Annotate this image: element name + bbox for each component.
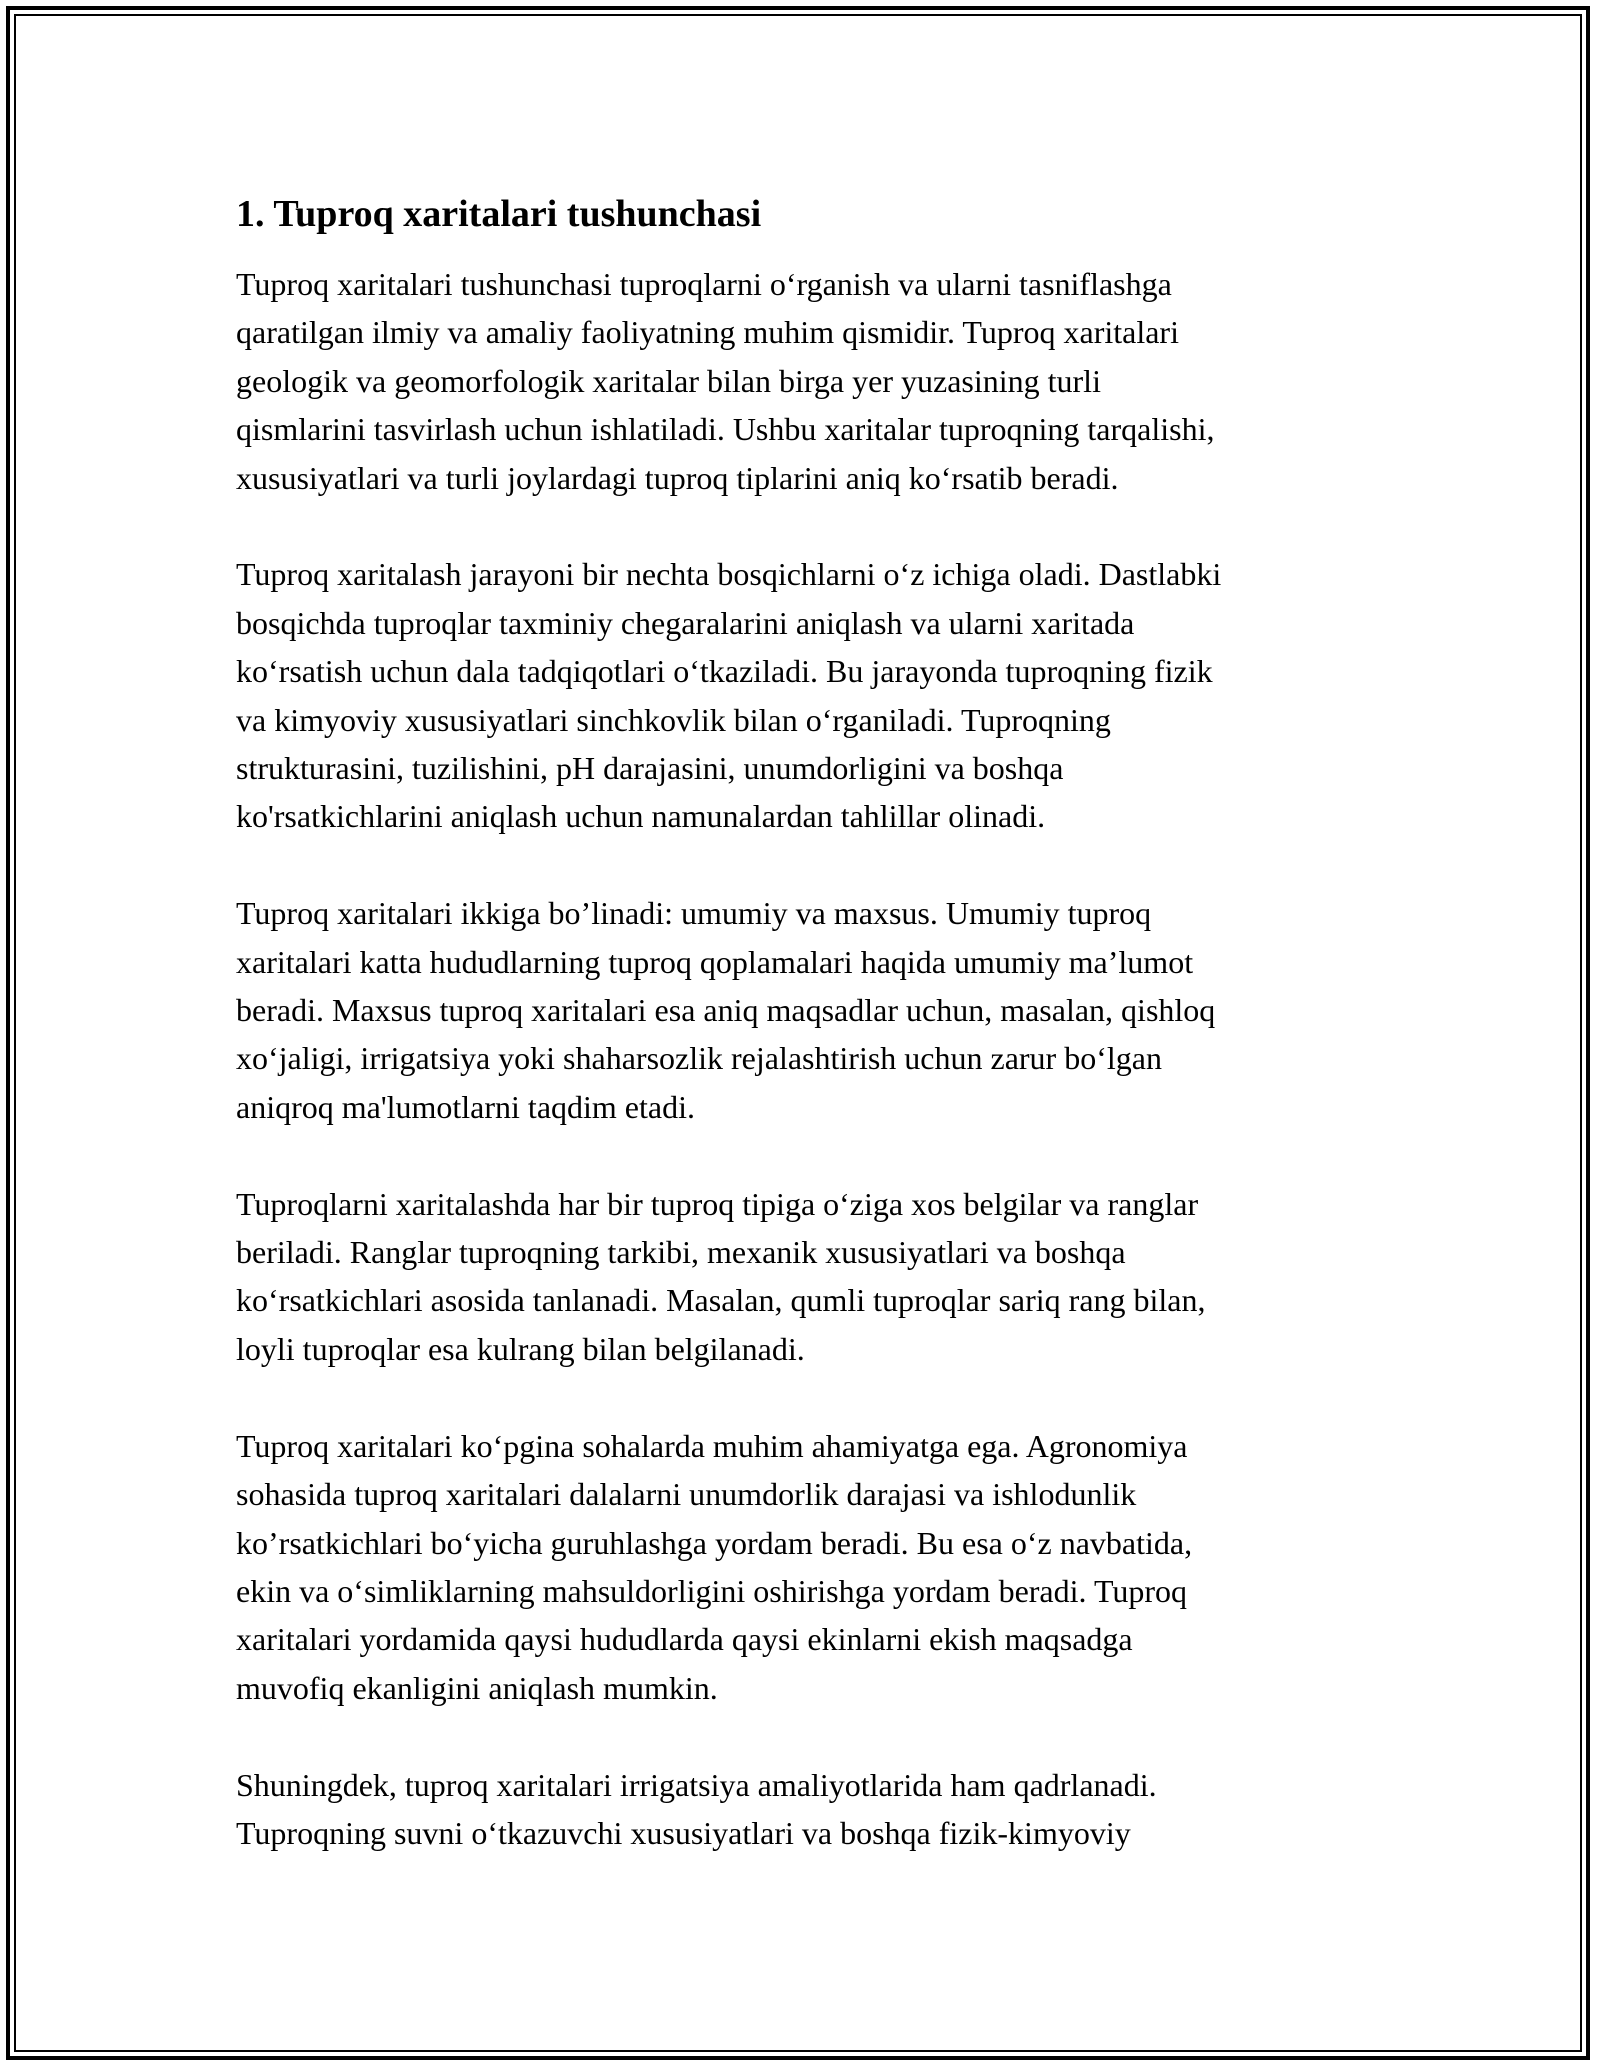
text-line: xaritalari katta hududlarning tuproq qoplamalari haqida umumiy ma’lumot — [236, 943, 1194, 980]
text-line: bosqichda tuproqlar taxminiy chegaralarini aniqlash va ularni xaritada — [236, 604, 1135, 641]
text-line: qismlarini tasvirlash uchun ishlatiladi. Ushbu xaritalar tuproqning tarqalishi, — [236, 411, 1215, 448]
section-heading: 1. Tuproq xaritalari tushunchasi — [236, 193, 762, 235]
paragraph-1 — [236, 260, 1376, 502]
document-body — [236, 188, 1376, 1906]
text-line: beriladi. Ranglar tuproqning tarkibi, mexanik xususiyatlari va boshqa — [236, 1234, 1126, 1271]
text-line: beradi. Maxsus tuproq xaritalari esa aniq maqsadlar uchun, masalan, qishloq — [236, 992, 1216, 1029]
text-line: ko‘rsatkichlari asosida tanlanadi. Masalan, qumli tuproqlar sariq rang bilan, — [236, 1282, 1206, 1319]
text-line: xo‘jaligi, irrigatsiya yoki shaharsozlik rejalashtirish uchun zarur bo‘lgan — [236, 1040, 1162, 1077]
paragraph-6 — [236, 1761, 1376, 1858]
text-line: geologik va geomorfologik xaritalar bilan birga yer yuzasining turli — [236, 362, 1101, 399]
text-line: Tuproqlarni xaritalashda har bir tuproq tipiga o‘ziga xos belgilar va ranglar — [236, 1185, 1199, 1222]
text-line: muvofiq ekanligini aniqlash mumkin. — [236, 1669, 718, 1706]
text-line: Tuproq xaritalari tushunchasi tuproqlarni o‘rganish va ularni tasniflashga — [236, 266, 1172, 302]
text-line: ekin va o‘simliklarning mahsuldorligini oshirishga yordam beradi. Tuproq — [236, 1572, 1188, 1609]
paragraph-4 — [236, 1180, 1376, 1374]
text-line: Tuproqning suvni o‘tkazuvchi xususiyatlari va boshqa fizik-kimyoviy — [236, 1814, 1131, 1851]
text-line: Shuningdek, tuproq xaritalari irrigatsiya amaliyotlarida ham qadrlanadi. — [236, 1766, 1157, 1803]
text-line: loyli tuproqlar esa kulrang bilan belgilanadi. — [236, 1330, 805, 1367]
text-line: qaratilgan ilmiy va amaliy faoliyatning muhim qismidir. Tuproq xaritalari — [236, 314, 1179, 351]
text-line: strukturasini, tuzilishini, pH darajasini, unumdorligini va boshqa — [236, 750, 1064, 787]
text-line: sohasida tuproq xaritalari dalalarni unumdorlik darajasi va ishlodunlik — [236, 1476, 1137, 1513]
text-line: xususiyatlari va turli joylardagi tuproq tiplarini aniq ko‘rsatib beradi. — [236, 459, 1119, 496]
text-line: xaritalari yordamida qaysi hududlarda qaysi ekinlarni ekish maqsadga — [236, 1621, 1133, 1658]
text-line: Tuproq xaritalari ko‘pgina sohalarda muhim ahamiyatga ega. Agronomiya — [236, 1427, 1188, 1464]
paragraph-5 — [236, 1422, 1376, 1712]
text-line: ko’rsatkichlari bo‘yicha guruhlashga yordam beradi. Bu esa o‘z navbatida, — [236, 1524, 1193, 1561]
paragraph-3 — [236, 889, 1376, 1131]
text-line: va kimyoviy xususiyatlari sinchkovlik bilan o‘rganiladi. Tuproqning — [236, 701, 1111, 738]
text-line: Tuproq xaritalari ikkiga bo’linadi: umumiy va maxsus. Umumiy tuproq — [236, 895, 1152, 932]
text-line: Tuproq xaritalash jarayoni bir nechta bosqichlarni o‘z ichiga oladi. Dastlabki — [236, 556, 1222, 593]
paragraph-2 — [236, 550, 1376, 840]
text-line: ko'rsatkichlarini aniqlash uchun namunalardan tahlillar olinadi. — [236, 798, 1046, 835]
text-line: aniqroq ma'lumotlarni taqdim etadi. — [236, 1088, 695, 1125]
text-line: ko‘rsatish uchun dala tadqiqotlari o‘tkaziladi. Bu jarayonda tuproqning fizik — [236, 653, 1213, 690]
